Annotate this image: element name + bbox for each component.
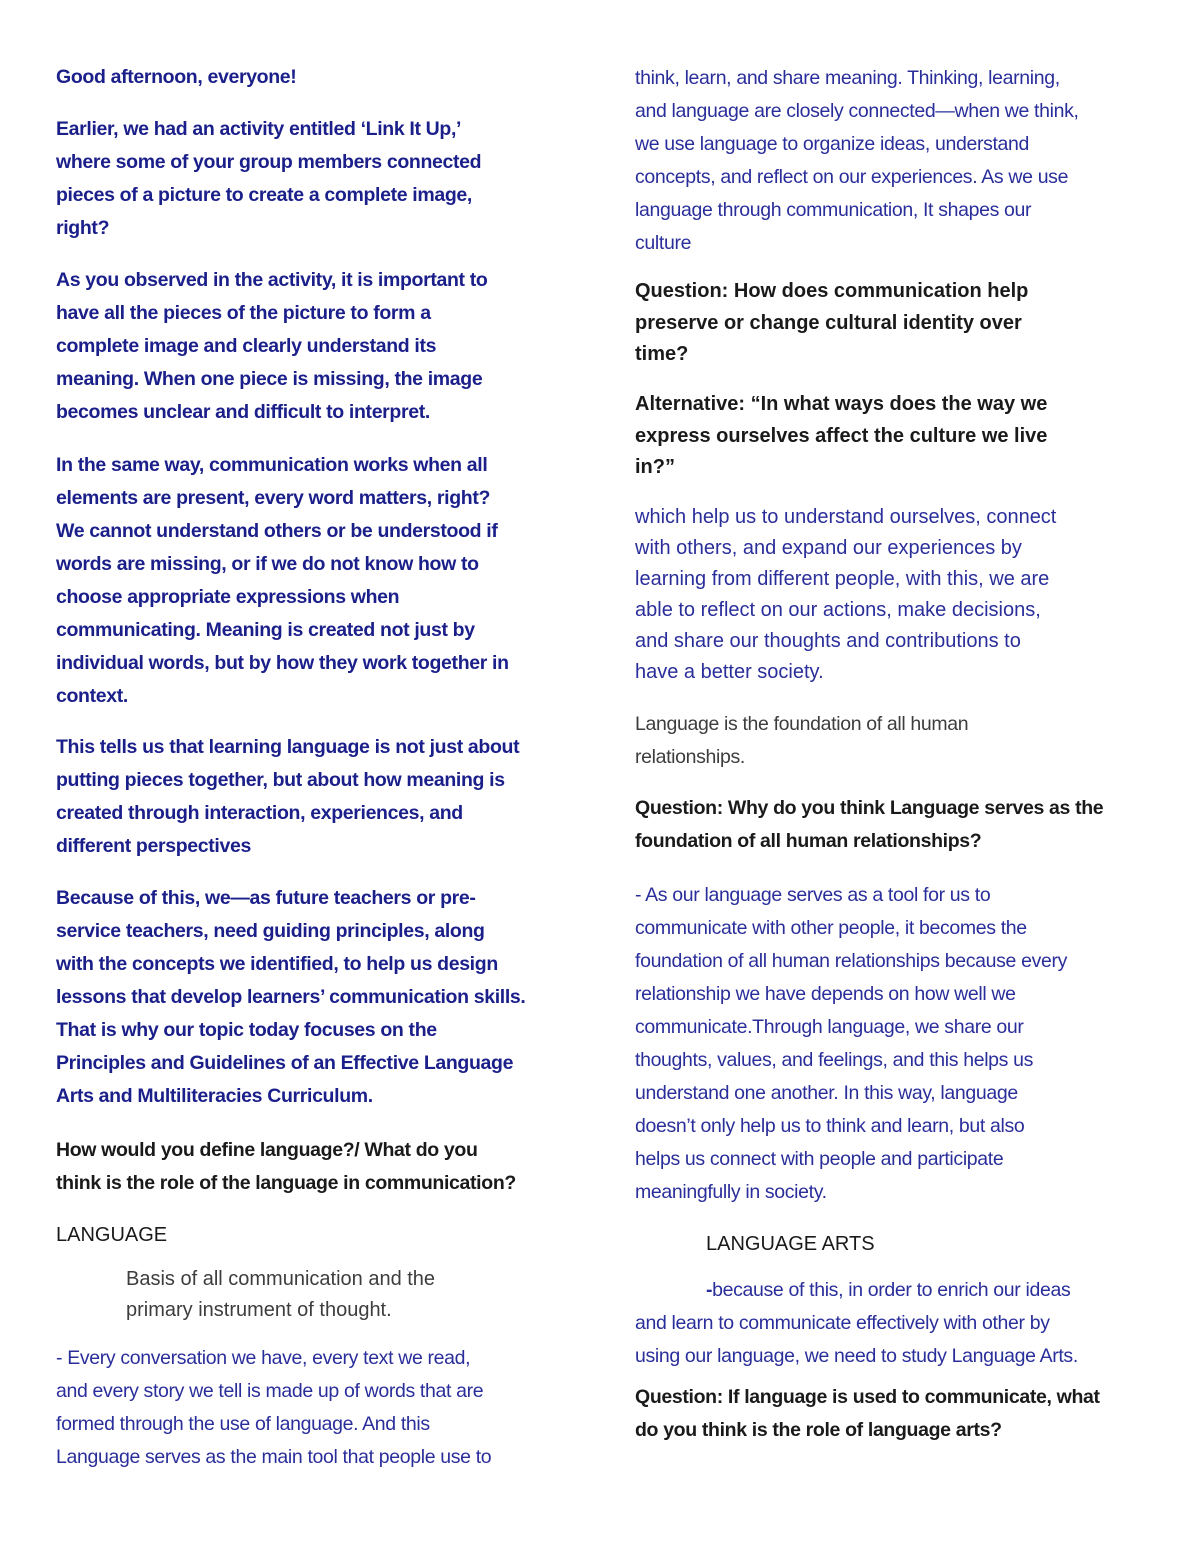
text-line: foundation of all human relationships because every <box>635 950 1068 972</box>
text-line: do you think is the role of language arts? <box>635 1419 1002 1441</box>
text-segment: because of this, in order to enrich our ideas <box>712 1279 1071 1301</box>
text-line: created through interaction, experiences, and <box>56 802 463 824</box>
text-line: Alternative: “In what ways does the way we <box>635 393 1048 415</box>
text-line: - As our language serves as a tool for us to <box>635 884 991 906</box>
text-line: where some of your group members connected <box>56 151 482 173</box>
greeting: Good afternoon, everyone! <box>56 66 297 88</box>
question-label: Question <box>635 280 722 302</box>
paragraph-every-conversation <box>56 1342 596 1474</box>
text-line: context. <box>56 685 128 707</box>
text-line: able to reflect on our actions, make decisions, <box>635 599 1041 621</box>
text-line: understand one another. In this way, language <box>635 1082 1018 1104</box>
paragraph-think-learn <box>635 62 1175 260</box>
text-line: with the concepts we identified, to help us design <box>56 953 498 975</box>
text-line: Earlier, we had an activity entitled ‘Link It Up,’ <box>56 118 462 140</box>
text-line: thoughts, values, and feelings, and this helps us <box>635 1049 1034 1071</box>
language-definition <box>126 1264 586 1326</box>
text-line: have all the pieces of the picture to form a <box>56 302 431 324</box>
text-line: think, learn, and share meaning. Thinking, learning, <box>635 67 1060 89</box>
text-line: lessons that develop learners’ communication skills. <box>56 986 526 1008</box>
text-line: and share our thoughts and contributions to <box>635 630 1021 652</box>
text-line: - Every conversation we have, every text we read, <box>56 1347 471 1369</box>
text-line: That is why our topic today focuses on the <box>56 1019 437 1041</box>
text-line: meaning. When one piece is missing, the image <box>56 368 483 390</box>
text-line: becomes unclear and difficult to interpret. <box>56 401 430 423</box>
text-line: Basis of all communication and the <box>126 1268 436 1290</box>
text-line: How would you define language?/ What do you <box>56 1139 478 1161</box>
text-line: right? <box>56 217 110 239</box>
text-line: formed through the use of language. And this <box>56 1413 430 1435</box>
paragraph-activity <box>56 113 596 245</box>
text-line: learning from different people, with this, we are <box>635 568 1050 590</box>
text-line: Principles and Guidelines of an Effective Language <box>56 1052 514 1074</box>
text-line: and every story we tell is made up of words that are <box>56 1380 484 1402</box>
text-line: and language are closely connected—when we think, <box>635 100 1079 122</box>
question-communication <box>635 276 1175 371</box>
text-line: culture <box>635 232 692 254</box>
text-line: with others, and expand our experiences by <box>635 537 1022 559</box>
text-line: have a better society. <box>635 661 824 683</box>
text-line: preserve or change cultural identity over <box>635 311 1022 334</box>
text-line: pieces of a picture to create a complete image, <box>56 184 472 206</box>
text-line: language through communication, It shapes our <box>635 199 1032 221</box>
text-line: communicate with other people, it becomes the <box>635 917 1027 939</box>
text-line: we use language to organize ideas, understand <box>635 133 1030 155</box>
text-line: As you observed in the activity, it is important to <box>56 269 488 291</box>
text-line: and learn to communicate effectively with other by <box>635 1312 1050 1334</box>
text-line: communicating. Meaning is created not just by <box>56 619 475 641</box>
text-line: doesn’t only help us to think and learn, but also <box>635 1115 1025 1137</box>
text-line: helps us connect with people and participate <box>635 1148 1004 1170</box>
text-line: This tells us that learning language is not just about <box>56 736 520 758</box>
question-define-language <box>56 1134 596 1200</box>
alternative-question <box>635 389 1175 484</box>
text-line <box>635 276 1175 308</box>
paragraph-because <box>56 882 596 1113</box>
text-line: Language is the foundation of all human <box>635 713 969 735</box>
dash: - <box>706 1279 713 1301</box>
text-line: communicate.Through language, we share our <box>635 1016 1024 1038</box>
text-line: We cannot understand others or be understood if <box>56 520 498 542</box>
text-line: Because of this, we—as future teachers or pre- <box>56 887 476 909</box>
text-line: which help us to understand ourselves, connect <box>635 506 1057 528</box>
heading-language: LANGUAGE <box>56 1224 168 1246</box>
text-line <box>635 1274 1175 1307</box>
text-line: complete image and clearly understand its <box>56 335 437 357</box>
text-line: express ourselves affect the culture we live <box>635 424 1048 447</box>
text-line: individual words, but by how they work together in <box>56 652 509 674</box>
text-line: primary instrument of thought. <box>126 1299 392 1321</box>
question-why-foundation <box>635 792 1175 858</box>
text-line: relationship we have depends on how well we <box>635 983 1016 1005</box>
text-line: service teachers, need guiding principles, along <box>56 920 485 942</box>
paragraph-enrich <box>635 1274 1175 1373</box>
heading-language-arts: LANGUAGE ARTS <box>706 1233 875 1255</box>
text-line: Arts and Multiliteracies Curriculum. <box>56 1085 373 1107</box>
paragraph-same-way <box>56 449 596 713</box>
text-line: meaningfully in society. <box>635 1181 827 1203</box>
text-line: Language serves as the main tool that people use to <box>56 1446 492 1468</box>
text-line: Question: If language is used to communicate, what <box>635 1386 1100 1408</box>
text-line: relationships. <box>635 746 745 768</box>
question-text: : How does communication help <box>721 280 1029 302</box>
text-line: choose appropriate expressions when <box>56 586 400 608</box>
paragraph-tells-us <box>56 731 596 863</box>
text-line: Question: Why do you think Language serves as the <box>635 797 1104 819</box>
text-line: concepts, and reflect on our experiences. As we use <box>635 166 1069 188</box>
paragraph-observed <box>56 264 596 429</box>
foundation-statement <box>635 708 1175 774</box>
text-line: putting pieces together, but about how meaning is <box>56 769 505 791</box>
text-line: using our language, we need to study Language Arts. <box>635 1345 1078 1367</box>
text-line: different perspectives <box>56 835 251 857</box>
text-line: foundation of all human relationships? <box>635 830 982 852</box>
question-role-language-arts <box>635 1381 1175 1447</box>
paragraph-which-help <box>635 502 1175 688</box>
text-line: words are missing, or if we do not know how to <box>56 553 479 575</box>
text-line: think is the role of the language in communication? <box>56 1172 516 1194</box>
text-line: elements are present, every word matters, right? <box>56 487 491 509</box>
paragraph-language-tool <box>635 879 1175 1209</box>
text-line: in?” <box>635 456 675 478</box>
text-line: time? <box>635 343 689 365</box>
text-line: In the same way, communication works when all <box>56 454 488 476</box>
